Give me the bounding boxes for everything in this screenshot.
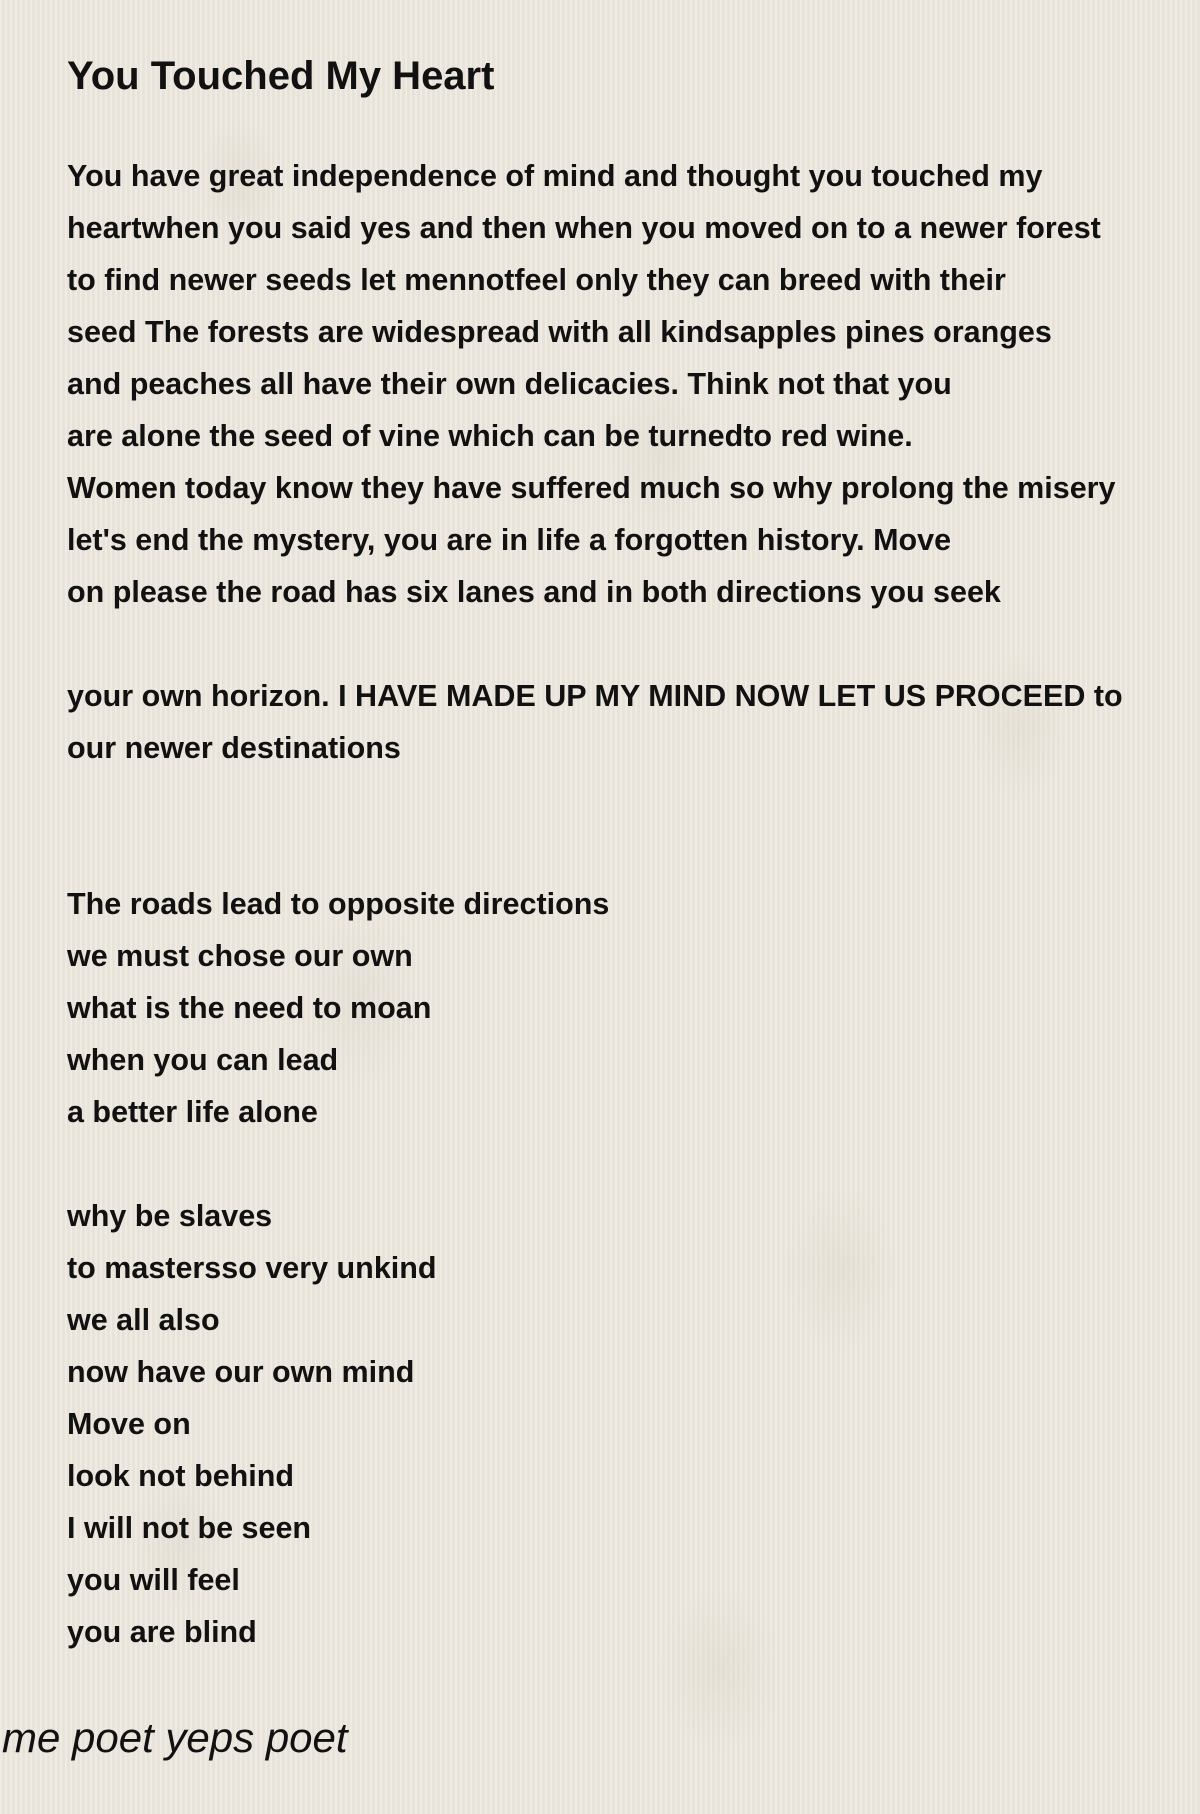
poem-line: seed The forests are widespread with all kindsapples pines oranges <box>67 315 1052 349</box>
poem-line: we must chose our own <box>67 939 413 973</box>
poem-line: on please the road has six lanes and in both directions you seek <box>67 575 1001 609</box>
poem-line: I will not be seen <box>67 1511 312 1545</box>
poem-line: and peaches all have their own delicacies. Think not that you <box>67 367 952 401</box>
poem-stanza-break <box>67 774 1187 826</box>
poem-line: You have great independence of mind and thought you touched my <box>67 159 1043 193</box>
poem-line: you will feel <box>67 1563 240 1597</box>
poem-stanza-break <box>67 826 1187 878</box>
poem-line: Women today know they have suffered much so why prolong the misery <box>67 471 1116 505</box>
poem-line: your own horizon. I HAVE MADE UP MY MIND NOW LET US PROCEED to <box>67 679 1123 713</box>
poem-title: You Touched My Heart <box>67 54 495 98</box>
poem-line: our newer destinations <box>67 731 401 765</box>
poem-line: to mastersso very unkind <box>67 1251 437 1285</box>
poem-line: you are blind <box>67 1615 257 1649</box>
poem-line: why be slaves <box>67 1199 273 1233</box>
poem-line: The roads lead to opposite directions <box>67 887 610 921</box>
poem-body <box>67 150 1187 1658</box>
poem-author[interactable]: me poet yeps poet <box>2 1714 348 1761</box>
poem-line: when you can lead <box>67 1043 339 1077</box>
poem-line: to find newer seeds let mennotfeel only they can breed with their <box>67 263 1006 297</box>
poem-line: Move on <box>67 1407 191 1441</box>
poem-stanza-break <box>67 1138 1187 1190</box>
poem-line: heartwhen you said yes and then when you moved on to a newer forest <box>67 211 1101 245</box>
poem-stanza-break <box>67 618 1187 670</box>
poem-line: are alone the seed of vine which can be turnedto red wine. <box>67 419 913 453</box>
poem-line: let's end the mystery, you are in life a forgotten history. Move <box>67 523 952 557</box>
poem-line: what is the need to moan <box>67 991 432 1025</box>
poem-line: look not behind <box>67 1459 295 1493</box>
poem-line: now have our own mind <box>67 1355 415 1389</box>
poem-line: a better life alone <box>67 1095 318 1129</box>
poem-line: we all also <box>67 1303 220 1337</box>
